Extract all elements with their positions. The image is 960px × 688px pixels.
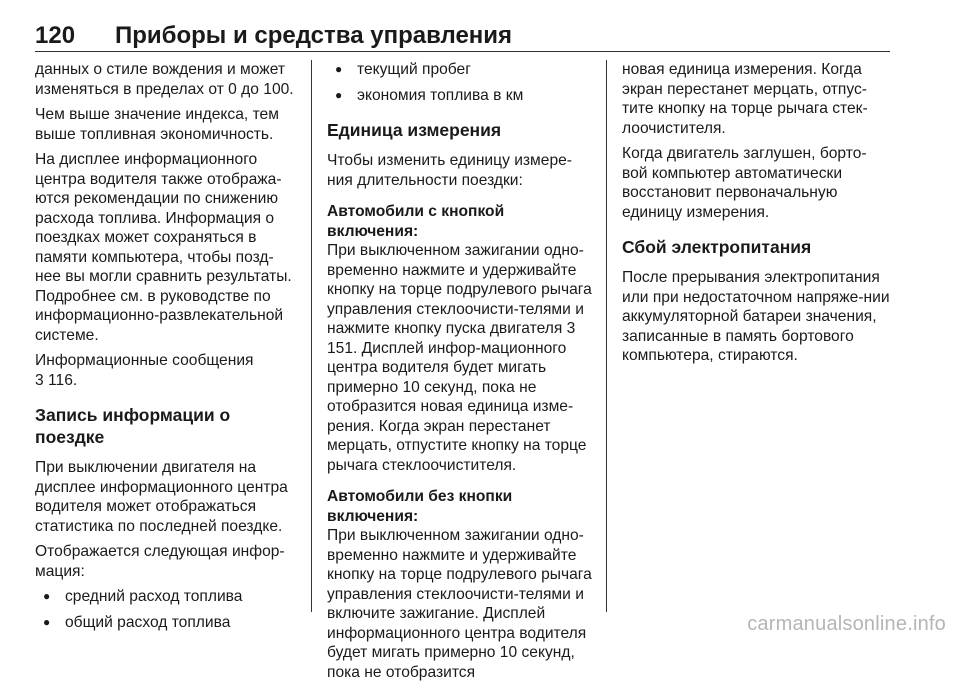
paragraph: Чтобы изменить единицу измере-ния длительности поездки: xyxy=(327,152,572,189)
page-title: Приборы и средства управления xyxy=(115,22,513,49)
paragraph: На дисплее информационного центра водителя также отобража-ются рекомендации по снижению расхода топлива. Информация о поездках может сохраняться в памяти компьютера, чтобы позд-нее вы могли сравнить результаты. Подробнее см. в руководстве по информационно-развлекательной системе. xyxy=(35,151,292,344)
paragraph-with-reference xyxy=(35,351,297,390)
paragraph: Чем выше значение индекса, тем выше топливная экономичность. xyxy=(35,106,279,143)
page-number: 120 xyxy=(35,22,76,49)
section-heading-power-failure: Сбой электропитания xyxy=(622,237,812,257)
subheading-without-key: Автомобили без кнопки включения: xyxy=(327,488,513,525)
watermark: carmanualsonline.info xyxy=(747,613,946,635)
paragraph: При выключении двигателя на дисплее информационного центра водителя может отображаться статистика по последней поездке. xyxy=(35,459,288,535)
bullet-list xyxy=(327,60,595,105)
paragraph-text: Информационные сообщения xyxy=(35,352,254,369)
column-3 xyxy=(622,60,890,372)
section-heading-trip-record: Запись информации о поездке xyxy=(35,405,231,447)
list-item: ● текущий пробег xyxy=(327,60,595,80)
list-item: ● средний расход топлива xyxy=(35,587,297,607)
subheading-with-key: Автомобили с кнопкой включения: xyxy=(327,203,505,240)
paragraph: Когда двигатель заглушен, борто-вой компьютер автоматически восстановит первоначальную единицу измерения. xyxy=(622,145,867,221)
paragraph: данных о стиле вождения и может изменяться в пределах от 0 до 100. xyxy=(35,61,294,98)
header-rule xyxy=(35,51,890,52)
list-item: ● экономия топлива в км xyxy=(327,86,595,106)
paragraph: новая единица измерения. Когда экран перестанет мерцать, отпус-тите кнопку на торце рычага стек-лоочистителя. xyxy=(622,61,868,137)
column-divider-1 xyxy=(311,60,312,612)
paragraph: При выключенном зажигании одно-временно нажмите и удерживайте кнопку на торце подрулевого рычага управления стеклоочисти-телями и нажмите кнопку пуска двигателя 3 151. Дисплей инфор-мационного центра водителя будет мигать примерно 10 секунд, пока не отобразится новая единица изме-рения. Когда экран перестанет мерцать, отпустите кнопку на торце рычага стеклоочистителя. xyxy=(327,242,592,474)
page-header xyxy=(35,8,890,52)
bullet-list xyxy=(35,587,297,632)
list-item: ● общий расход топлива xyxy=(35,613,297,633)
page-reference-link[interactable]: 3 116. xyxy=(35,371,78,389)
column-1 xyxy=(35,60,297,638)
paragraph: Отображается следующая инфор-мация: xyxy=(35,543,285,580)
section-heading-unit: Единица измерения xyxy=(327,120,502,140)
paragraph: После прерывания электропитания или при недостаточном напряже-нии аккумуляторной батареи значения, записанные в память бортового компьютера, стираются. xyxy=(622,269,890,364)
column-2 xyxy=(327,60,595,688)
column-divider-2 xyxy=(606,60,607,612)
paragraph: При выключенном зажигании одно-временно нажмите и удерживайте кнопку на торце подрулевого рычага управления стеклоочисти-телями и включите зажигание. Дисплей информационного центра водителя будет мигать примерно 10 секунд, пока не отобразится xyxy=(327,527,592,681)
